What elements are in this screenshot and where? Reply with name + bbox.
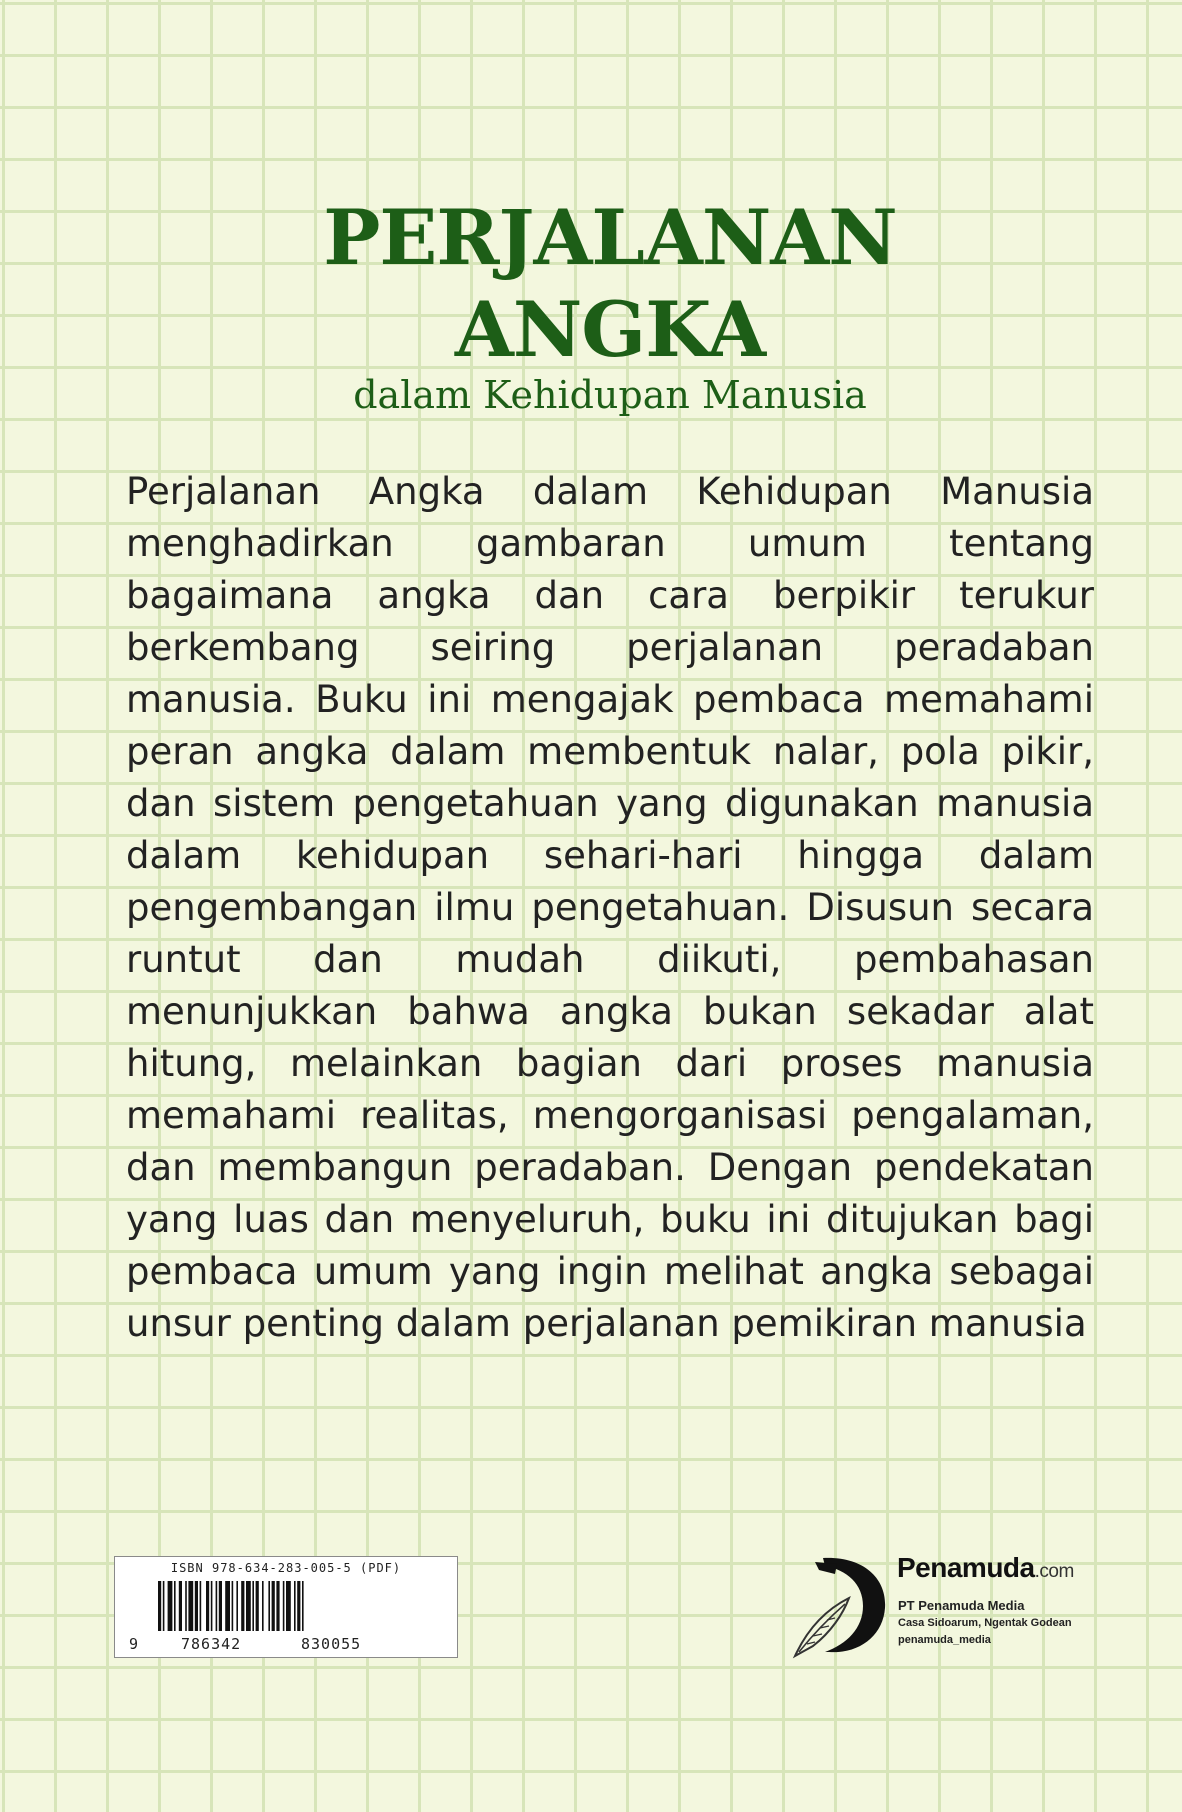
publisher-company: PT Penamuda Media (898, 1598, 1025, 1613)
publisher-social: penamuda_media (898, 1634, 991, 1646)
quill-d-logo-icon (785, 1552, 895, 1662)
book-title (0, 192, 1182, 376)
barcode-digits-right: 830055 (301, 1635, 362, 1653)
book-subtitle: dalam Kehidupan Manusia (353, 373, 867, 417)
barcode-digit-first: 9 (129, 1635, 140, 1653)
publisher-name-text: Penamuda (897, 1552, 1035, 1583)
isbn-label: ISBN 978-634-283-005-5 (PDF) (170, 1561, 402, 1575)
publisher-name (897, 1552, 1074, 1584)
title-line-2: ANGKA (454, 285, 766, 374)
publisher-domain: .com (1034, 1561, 1074, 1582)
publisher-block (780, 1552, 1140, 1672)
barcode-digits-left: 786342 (181, 1635, 242, 1653)
title-line-1: PERJALANAN (323, 193, 897, 282)
publisher-address: Casa Sidoarum, Ngentak Godean (898, 1617, 1072, 1629)
book-blurb: Perjalanan Angka dalam Kehidupan Manusia menghadirkan gambaran umum tentang bagaimana angka dan cara berpikir terukur berkembang seiring perjalanan peradaban manusia. Buku ini mengajak pembaca memahami peran angka dalam membentuk nalar, pola pikir, dan sistem pengetahuan yang digunakan manusia dalam kehidupan sehari-hari hingga dalam pengembangan ilmu pengetahuan. Disusun secara runtut dan mudah diikuti, pembahasan menunjukkan bahwa angka bukan sekadar alat hitung, melainkan bagian dari proses manusia memahami realitas, mengorganisasi pengalaman, dan membangun peradaban. Dengan pendekatan yang luas dan menyeluruh, buku ini ditujukan bagi pembaca umum yang ingin melihat angka sebagai unsur penting dalam perjalanan pemikiran manusia (126, 470, 1094, 1345)
isbn-barcode (114, 1556, 458, 1658)
barcode-bars-icon (158, 1581, 408, 1631)
